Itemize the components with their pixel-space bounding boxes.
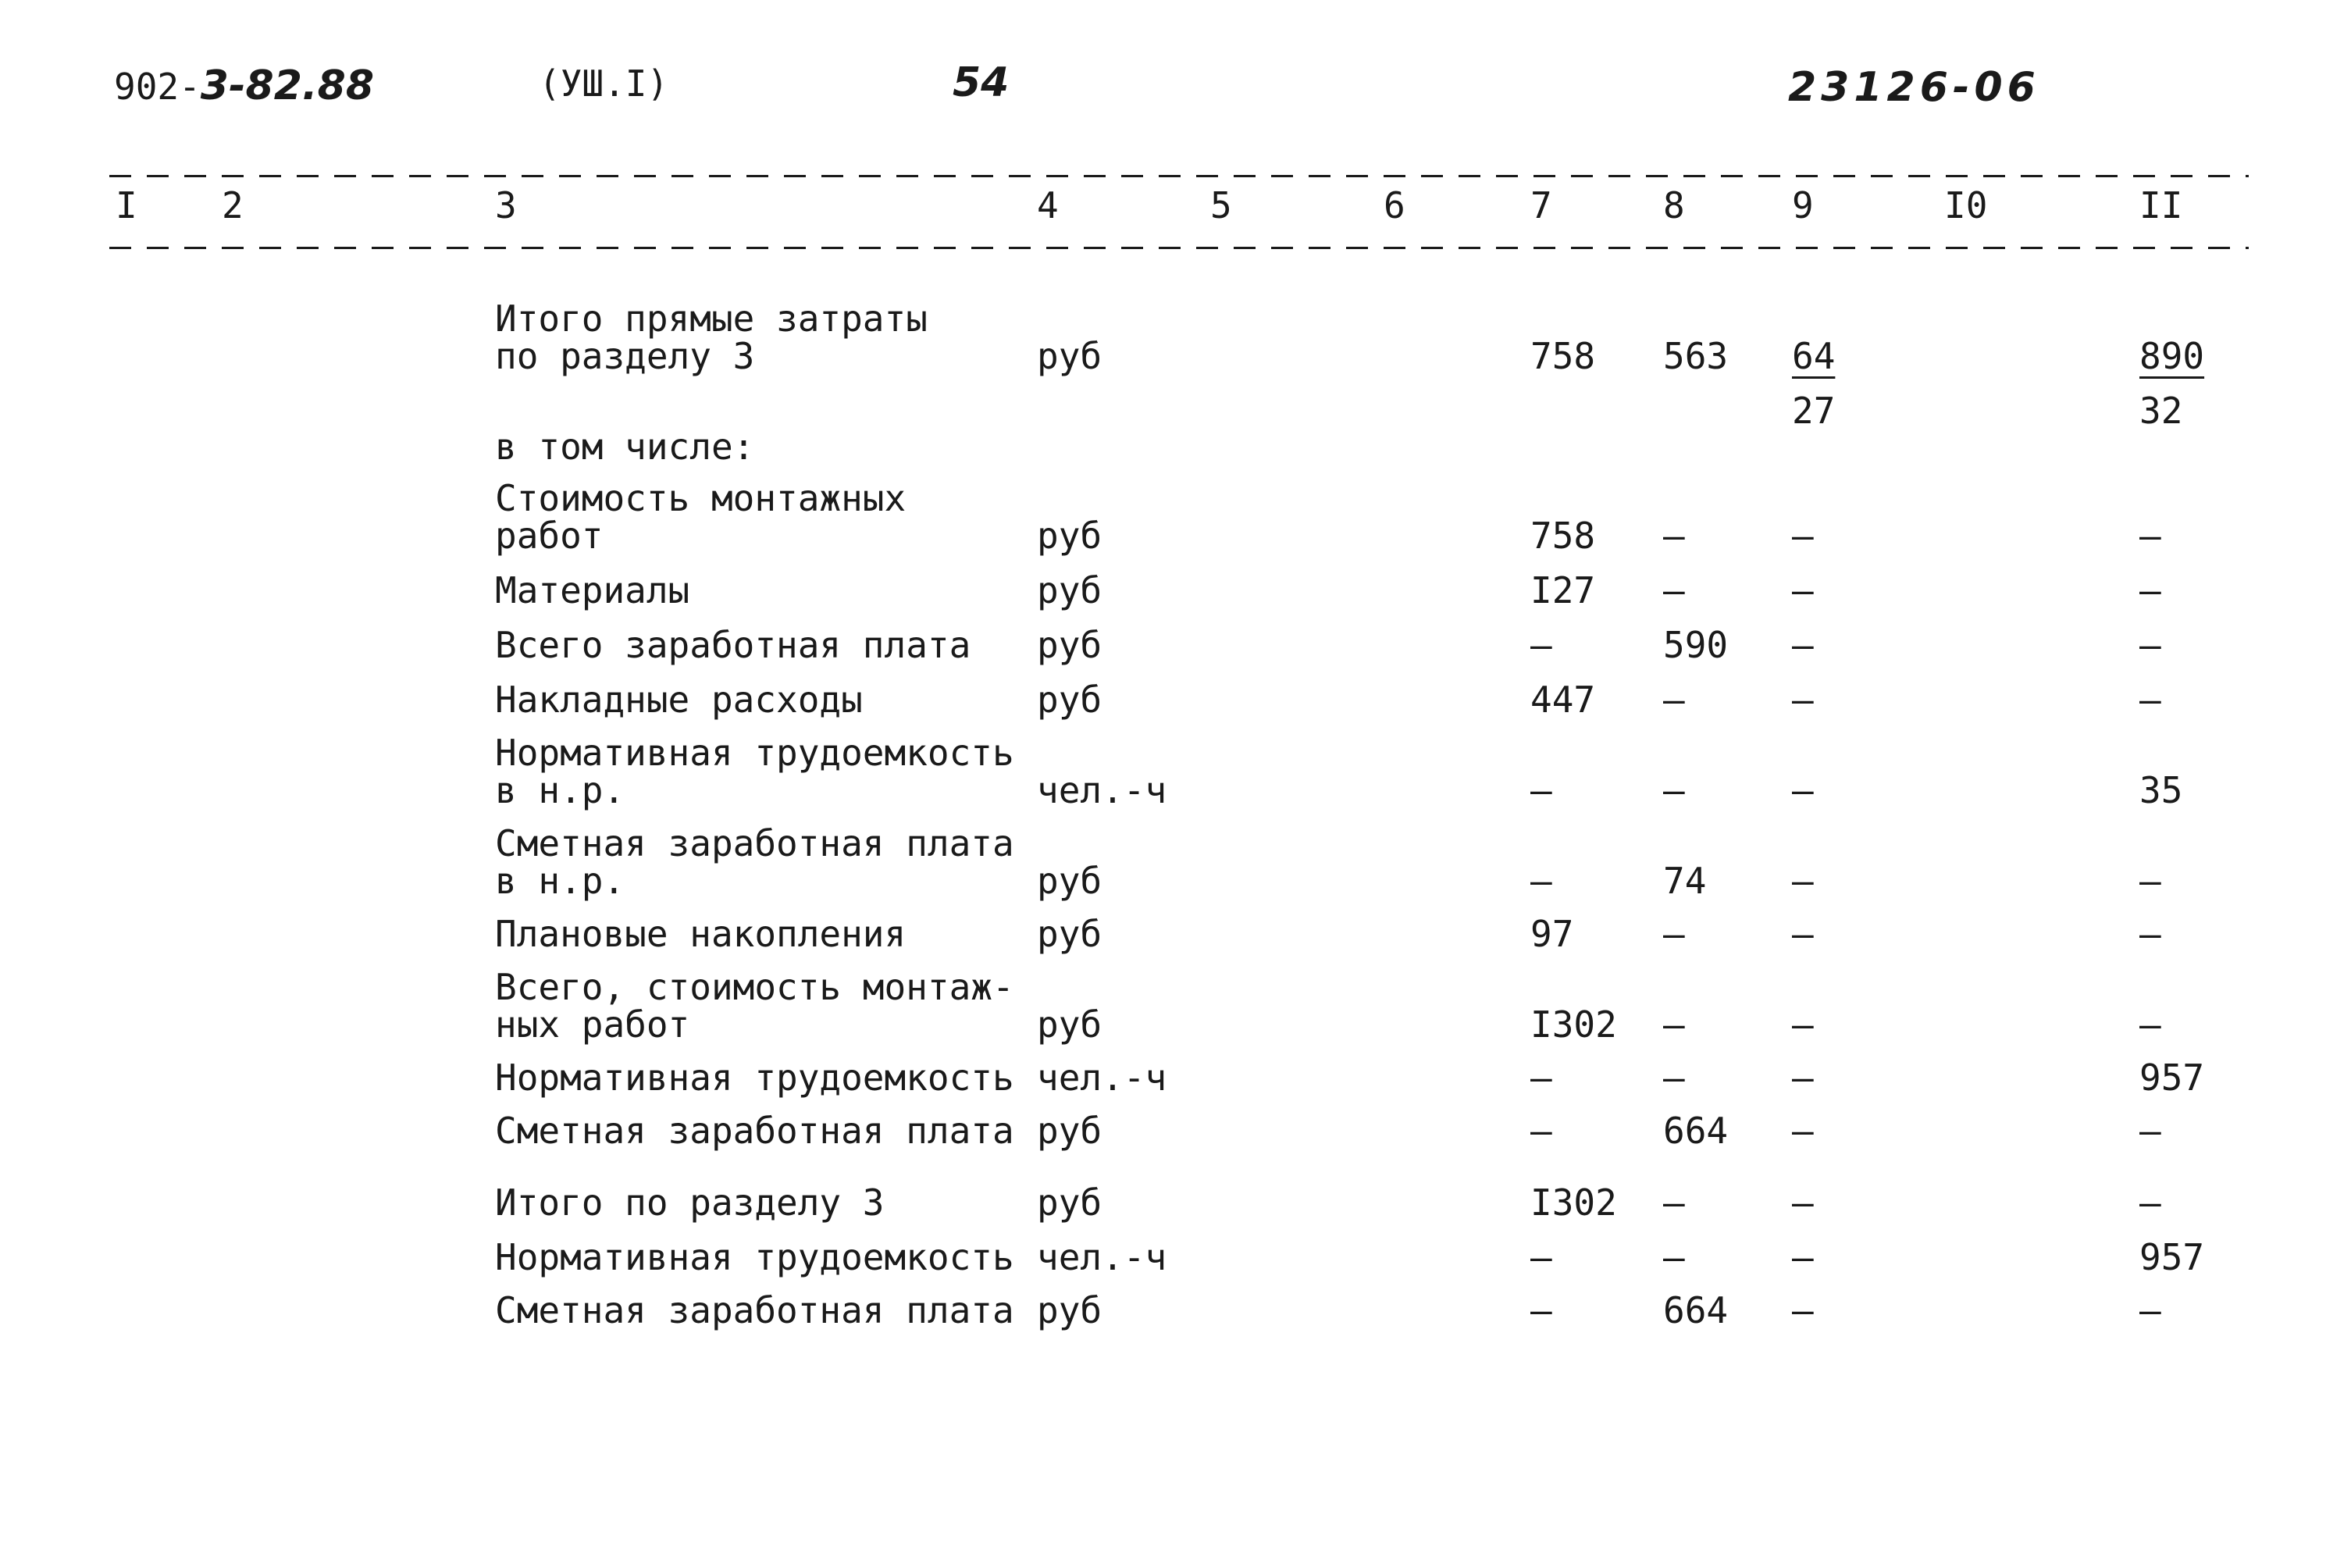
- page-number: 54: [953, 59, 1010, 106]
- column-number: 7: [1530, 184, 1552, 226]
- column-number: II: [2139, 184, 2183, 226]
- row-unit: руб: [1037, 1110, 1102, 1152]
- cell-col8: –: [1663, 769, 1685, 811]
- row-unit: руб: [1037, 860, 1102, 902]
- cell-col8: –: [1663, 569, 1685, 611]
- cell-col11: –: [2139, 569, 2161, 611]
- cell-col11: –: [2139, 913, 2161, 955]
- row-unit: чел.-ч: [1037, 1057, 1167, 1099]
- row-unit: руб: [1037, 1003, 1102, 1046]
- cell-col8: 664: [1663, 1110, 1729, 1152]
- row-label: Итого прямые затраты по разделу 3: [495, 298, 928, 378]
- row-unit: чел.-ч: [1037, 1236, 1167, 1278]
- row-unit: руб: [1037, 679, 1102, 721]
- cell-col11: –: [2139, 1110, 2161, 1152]
- cell-col11: 35: [2139, 769, 2183, 811]
- cell-col11: –: [2139, 860, 2161, 902]
- cell-col11: –: [2139, 679, 2161, 721]
- cell-col9: –: [1792, 679, 1814, 721]
- cell-col7: –: [1530, 1236, 1552, 1278]
- header-rule-bottom: [109, 247, 2249, 249]
- cell-col7: –: [1530, 860, 1552, 902]
- column-number: 9: [1792, 184, 1814, 226]
- cell-col8: 563: [1663, 335, 1729, 377]
- column-number: 2: [222, 184, 244, 226]
- row-label: Всего, стоимость монтаж- ных работ: [495, 966, 1014, 1046]
- cell-col9: –: [1792, 515, 1814, 557]
- cell-col8: –: [1663, 679, 1685, 721]
- cell-col11-sub: 32: [2139, 390, 2183, 432]
- cell-col8: –: [1663, 1236, 1685, 1278]
- cell-col7: 447: [1530, 679, 1596, 721]
- cell-col11: 890: [2139, 335, 2205, 377]
- cell-col9-sub: 27: [1792, 390, 1836, 432]
- cell-col7: I302: [1530, 1181, 1617, 1224]
- document-code-prefix: 902-: [114, 66, 201, 108]
- row-unit: руб: [1037, 1289, 1102, 1331]
- cell-col11: 957: [2139, 1236, 2205, 1278]
- cell-col7: –: [1530, 1110, 1552, 1152]
- column-number: I: [116, 184, 137, 226]
- column-number: 6: [1384, 184, 1405, 226]
- cell-col7: 758: [1530, 335, 1596, 377]
- document-code-handwritten: 3-82.88: [200, 62, 375, 109]
- cell-col7: 758: [1530, 515, 1596, 557]
- column-number: 3: [495, 184, 517, 226]
- cell-col11: –: [2139, 1003, 2161, 1046]
- cell-col9: –: [1792, 1110, 1814, 1152]
- row-label: Плановые накопления: [495, 913, 907, 955]
- row-label: Нормативная трудоемкость: [495, 1057, 1014, 1099]
- cell-col9: –: [1792, 860, 1814, 902]
- row-unit: руб: [1037, 1181, 1102, 1224]
- header-rule-top: [109, 175, 2249, 177]
- cell-col9: –: [1792, 1236, 1814, 1278]
- cell-col8: –: [1663, 515, 1685, 557]
- cell-col7: –: [1530, 1289, 1552, 1331]
- row-label: Итого по разделу 3: [495, 1181, 885, 1224]
- column-number: 8: [1663, 184, 1685, 226]
- cell-col8: –: [1663, 1057, 1685, 1099]
- row-label: Стоимость монтажных работ: [495, 477, 907, 558]
- row-unit: руб: [1037, 569, 1102, 611]
- cell-col7: –: [1530, 769, 1552, 811]
- row-label: Накладные расходы: [495, 679, 863, 721]
- cell-col9: –: [1792, 1289, 1814, 1331]
- row-label: в том числе:: [495, 426, 755, 468]
- cell-col7: I27: [1530, 569, 1596, 611]
- cell-col9: –: [1792, 1181, 1814, 1224]
- cell-col9: 64: [1792, 335, 1836, 377]
- row-label: Сметная заработная плата: [495, 1110, 1014, 1152]
- cell-col8: 74: [1663, 860, 1707, 902]
- row-unit: руб: [1037, 624, 1102, 666]
- cell-col9: –: [1792, 624, 1814, 666]
- row-label: Сметная заработная плата в н.р.: [495, 822, 1014, 903]
- document-code: [114, 62, 375, 109]
- row-label: Всего заработная плата: [495, 624, 971, 666]
- cell-col8: –: [1663, 1181, 1685, 1224]
- inventory-number: 23126-06: [1788, 64, 2040, 111]
- cell-col9: –: [1792, 1057, 1814, 1099]
- row-unit: чел.-ч: [1037, 769, 1167, 811]
- column-number: 5: [1210, 184, 1232, 226]
- cell-col11: –: [2139, 515, 2161, 557]
- row-label: Нормативная трудоемкость: [495, 1236, 1014, 1278]
- cell-col8: –: [1663, 913, 1685, 955]
- row-unit: руб: [1037, 515, 1102, 557]
- row-label: Сметная заработная плата: [495, 1289, 1014, 1331]
- cell-col8: 590: [1663, 624, 1729, 666]
- row-unit: руб: [1037, 913, 1102, 955]
- cell-col7: 97: [1530, 913, 1574, 955]
- cell-col11: 957: [2139, 1057, 2205, 1099]
- cell-col9: –: [1792, 913, 1814, 955]
- cell-col11: –: [2139, 1289, 2161, 1331]
- row-label: Материалы: [495, 569, 690, 611]
- cell-col7: –: [1530, 1057, 1552, 1099]
- cell-col11: –: [2139, 624, 2161, 666]
- row-label: Нормативная трудоемкость в н.р.: [495, 732, 1014, 812]
- cell-col7: I302: [1530, 1003, 1617, 1046]
- column-number: I0: [1944, 184, 1988, 226]
- cell-col11: –: [2139, 1181, 2161, 1224]
- cell-col9: –: [1792, 769, 1814, 811]
- row-unit: руб: [1037, 335, 1102, 377]
- cell-col7: –: [1530, 624, 1552, 666]
- column-number: 4: [1037, 184, 1059, 226]
- album-number: (УШ.I): [539, 62, 669, 105]
- cell-col9: –: [1792, 569, 1814, 611]
- cell-col8: –: [1663, 1003, 1685, 1046]
- cell-col8: 664: [1663, 1289, 1729, 1331]
- cell-col9: –: [1792, 1003, 1814, 1046]
